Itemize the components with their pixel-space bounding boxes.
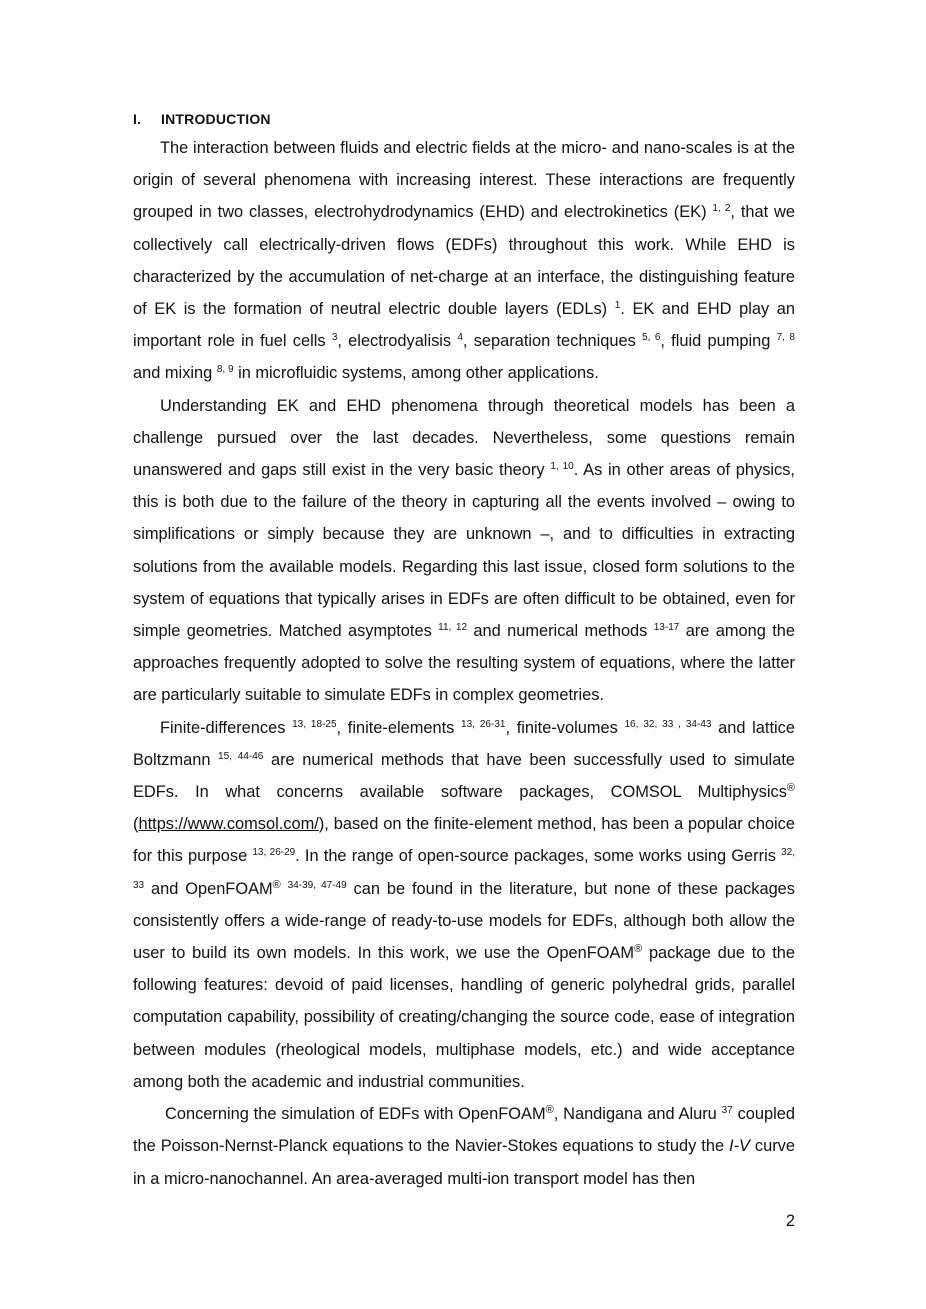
text-run: curve in a micro-nanochannel. An area-averaged multi-ion transport model has then bbox=[133, 1137, 795, 1188]
text-run bbox=[281, 880, 288, 898]
section-number: I. bbox=[133, 111, 142, 127]
citation-ref: 34-39, 47-49 bbox=[287, 879, 347, 891]
citation-ref: 4 bbox=[457, 332, 463, 344]
text-run: , finite-volumes bbox=[505, 718, 625, 737]
text-run: and mixing bbox=[133, 364, 217, 383]
text-run: are among the approaches frequently adopted to solve the resulting system of equations, where the latter are particularly suitable to simulate EDFs in complex geometries. bbox=[133, 622, 796, 705]
page-number: 2 bbox=[785, 1212, 795, 1230]
text-run: . EK and EHD play an important role in fuel cells bbox=[133, 300, 795, 351]
italic-term: I-V bbox=[729, 1137, 750, 1156]
registered-mark: ® bbox=[545, 1104, 554, 1117]
registered-mark: ® bbox=[634, 943, 643, 956]
paragraph bbox=[133, 1098, 795, 1195]
citation-ref: 13, 18-25 bbox=[292, 718, 337, 730]
text-run: in microfluidic systems, among other applications. bbox=[233, 364, 599, 383]
paragraph bbox=[133, 712, 795, 1098]
text-run: Concerning the simulation of EDFs with OpenFOAM bbox=[165, 1105, 546, 1124]
text-run: and lattice Boltzmann bbox=[133, 718, 795, 769]
text-run: Finite-differences bbox=[160, 718, 293, 737]
citation-ref: 15, 44-46 bbox=[218, 750, 264, 762]
section-heading bbox=[133, 111, 271, 127]
citation-ref: 7, 8 bbox=[776, 332, 795, 344]
body-text bbox=[133, 132, 795, 1195]
text-run: , that we collectively call electrically-driven flows (EDFs) throughout this work. While EHD is characterized by the accumulation of net-charge at an interface, the distinguishing feature of EK is the formation of neutral electric double layers (EDLs) bbox=[133, 203, 795, 319]
citation-ref: 13, 26-31 bbox=[461, 718, 506, 730]
text-run: and OpenFOAM bbox=[144, 879, 273, 898]
citation-ref: 16, 32, 33 , 34-43 bbox=[624, 718, 712, 730]
text-run: can be found in the literature, but none of these packages consistently offers a wide-range of ready-to-use models for EDFs, although both allow the user to build its own models. In this work, we use the OpenFOAM bbox=[133, 879, 795, 963]
text-run: , fluid pumping bbox=[660, 332, 777, 351]
text-run: package due to the following features: devoid of paid licenses, handling of generic polyhedral grids, parallel computation capability, possibility of creating/changing the source code, ease of integration between modules (rheological models, multiphase models, etc.) and wide acceptance among both the academic and industrial communities. bbox=[133, 944, 795, 1091]
citation-ref: 1 bbox=[614, 300, 621, 312]
section-title: INTRODUCTION bbox=[161, 111, 271, 127]
citation-ref: 1, 2 bbox=[712, 203, 731, 215]
citation-ref: 3 bbox=[331, 332, 338, 344]
text-run: . In the range of open-source packages, some works using Gerris bbox=[295, 847, 782, 866]
text-run: , separation techniques bbox=[462, 332, 643, 351]
text-run: ), based on the finite-element method, has been a popular choice for this purpose bbox=[133, 815, 795, 866]
citation-ref: 5, 6 bbox=[642, 332, 661, 344]
text-run: . As in other areas of physics, this is both due to the failure of the theory in capturing all the events involved – owing to simplifications or simply because they are unknown –, and to difficulties in extracting solutions from the available models. Regarding this last issue, closed form solutions to the system of equations that typically arises in EDFs are often difficult to be obtained, even for simple geometries. Matched asymptotes bbox=[133, 461, 795, 641]
text-run: , electrodyalisis bbox=[337, 332, 458, 351]
paragraph bbox=[133, 132, 795, 390]
citation-ref: 8, 9 bbox=[216, 364, 234, 376]
text-run: , finite-elements bbox=[336, 718, 462, 737]
text-run: are numerical methods that have been successfully used to simulate EDFs. In what concerns available software packages, COMSOL Multiphysics bbox=[133, 750, 795, 802]
citation-ref: 13-17 bbox=[653, 622, 680, 634]
registered-mark: ® bbox=[786, 782, 795, 795]
text-run: coupled the Poisson-Nernst-Planck equations to the Navier-Stokes equations to study the bbox=[133, 1105, 795, 1156]
citation-ref: 1, 10 bbox=[550, 461, 574, 473]
citation-ref: 37 bbox=[721, 1105, 733, 1117]
text-run: The interaction between fluids and electric fields at the micro- and nano-scales is at the origin of several phenomena with increasing interest. These interactions are frequently grouped in two classes, electrohydrodynamics (EHD) and electrokinetics (EK) bbox=[133, 139, 795, 222]
text-run: , Nandigana and Aluru bbox=[553, 1105, 722, 1124]
text-run: Understanding EK and EHD phenomena through theoretical models has been a challenge pursued over the last decades. Nevertheless, some questions remain unanswered and gaps still exist in the very basic theory bbox=[133, 396, 795, 480]
paragraph bbox=[133, 390, 795, 712]
citation-ref: 13, 26-29 bbox=[252, 847, 296, 859]
citation-ref: 32, 33 bbox=[133, 847, 795, 891]
text-run: and numerical methods bbox=[467, 622, 654, 641]
url-link[interactable]: https://www.comsol.com/ bbox=[138, 815, 319, 834]
citation-ref: 11, 12 bbox=[438, 622, 468, 634]
text-run: ( bbox=[133, 815, 139, 834]
registered-mark: ® bbox=[272, 878, 281, 891]
